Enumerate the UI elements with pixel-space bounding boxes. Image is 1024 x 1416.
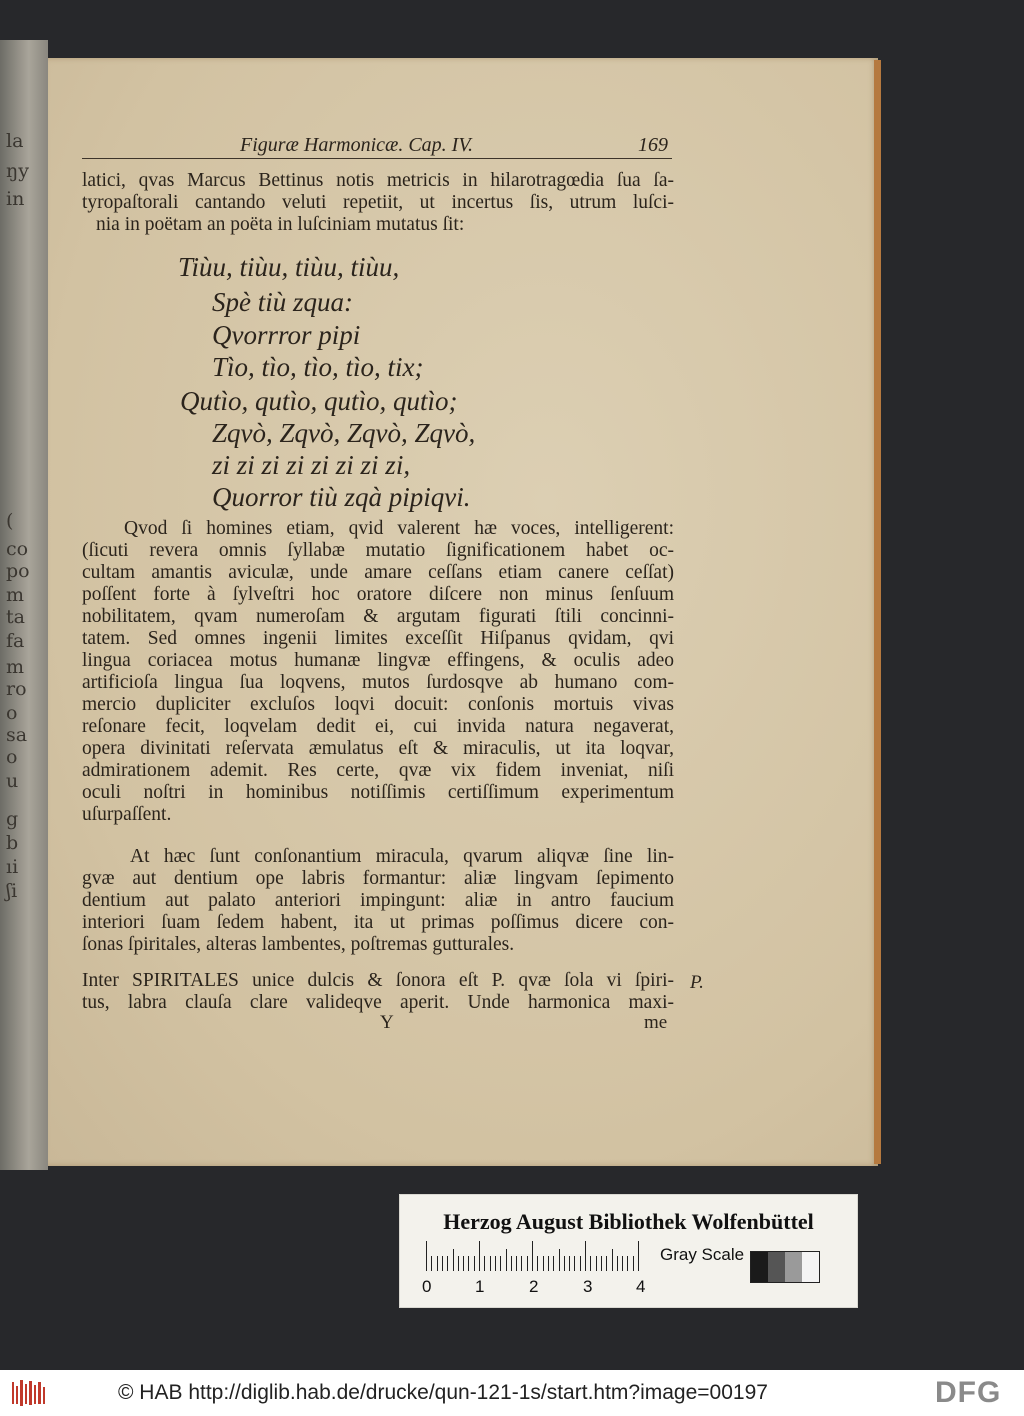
hab-logo-icon xyxy=(10,1378,50,1408)
library-name: Herzog August Bibliothek Wolfenbüttel xyxy=(443,1209,814,1234)
text-line: Inter SPIRITALES unice dulcis & ſonora eſt P. qvæ ſola vi ſpiri- xyxy=(82,970,674,991)
scale-number: 4 xyxy=(636,1277,646,1296)
intro-line: tyropaſtorali cantando veluti repetiit, ut incertus ſis, utrum luſci- xyxy=(82,192,674,213)
ruler-tick xyxy=(521,1256,522,1271)
ruler-tick xyxy=(532,1241,533,1271)
prev-page-fragment: ŋy xyxy=(6,160,29,182)
ruler-tick xyxy=(638,1241,639,1271)
ruler-tick xyxy=(590,1256,591,1271)
verse-line: Tiùu, tiùu, tiùu, tiùu, xyxy=(178,252,400,282)
text-line: gvæ aut dentium ope labris formantur: aliæ lingvam ſepimento xyxy=(82,868,674,889)
prev-page-fragment: co xyxy=(6,538,29,560)
prev-page-fragment: ro xyxy=(6,678,27,700)
ruler-tick xyxy=(527,1256,528,1271)
ruler-tick xyxy=(426,1241,427,1271)
text-line: uſurpaſſent. xyxy=(82,804,172,825)
text-line: mercio dupliciter excluſos loqvi docuit: conſonis mortuis vivas xyxy=(82,694,674,715)
page-number: 169 xyxy=(638,134,668,156)
catchword-line xyxy=(0,1012,1024,1034)
intro-line: nia in poëtam an poëta in luſciniam mutatus ſit: xyxy=(96,214,465,235)
ruler-tick xyxy=(601,1256,602,1271)
prev-page-fragment: ıi xyxy=(6,856,19,878)
ruler-tick xyxy=(596,1256,597,1271)
text-line: poſſent forte à ſylveſtri hoc oratore diſcere non minus ſenſuum xyxy=(82,584,674,605)
prev-page-fragment: ʃi xyxy=(6,880,18,902)
verse-line: Zqvò, Zqvò, Zqvò, Zqvò, xyxy=(212,418,476,448)
prev-page-fragment: in xyxy=(6,188,25,210)
text-line: opera divinitati reſervata æmulatus eſt & miraculis, ut ita loqvar, xyxy=(82,738,674,759)
ruler-tick xyxy=(622,1256,623,1271)
verse-line: zi zi zi zi zi zi zi zi, xyxy=(212,450,411,480)
header-rule xyxy=(82,158,672,159)
ruler-tick xyxy=(463,1256,464,1271)
ruler-tick xyxy=(569,1256,570,1271)
text-line: dentium aut palato anteriori impingunt: aliæ in antro faucium xyxy=(82,890,674,911)
ruler-tick xyxy=(559,1249,560,1271)
library-label-card xyxy=(399,1194,858,1308)
verse-line: Spè tiù zqua: xyxy=(212,287,353,317)
scale-number: 1 xyxy=(475,1277,485,1296)
prev-page-fragment: la xyxy=(6,130,24,152)
prev-page-fragment: fa xyxy=(6,630,25,652)
prev-page-fragment: m xyxy=(6,656,25,678)
verse-line: Qvorrror pipi xyxy=(212,320,361,350)
ruler-tick xyxy=(606,1256,607,1271)
ruler-tick xyxy=(442,1256,443,1271)
prev-page-fragment: o xyxy=(6,702,18,724)
prev-page-fragment: ( xyxy=(6,510,14,532)
ruler-tick xyxy=(506,1249,507,1271)
margin-note: P. xyxy=(690,972,704,993)
text-line: oculi noſtri in hominibus notiſſimis certiſſimum experimentum xyxy=(82,782,674,803)
prev-page-fragment: b xyxy=(6,832,19,854)
text-line: admirationem ademit. Res certe, qvæ vix fidem inveniat, niſi xyxy=(82,760,674,781)
ruler-tick xyxy=(580,1256,581,1271)
ruler-tick xyxy=(447,1256,448,1271)
prev-page-fragment: u xyxy=(6,770,19,792)
ruler-tick xyxy=(617,1256,618,1271)
ruler-tick xyxy=(516,1256,517,1271)
ruler-tick xyxy=(468,1256,469,1271)
footer-copyright-url[interactable]: © HAB http://diglib.hab.de/drucke/qun-121-1s/start.htm?image=00197 xyxy=(118,1381,768,1404)
ruler-tick xyxy=(479,1241,480,1271)
ruler-tick xyxy=(585,1241,586,1271)
ruler-tick xyxy=(474,1256,475,1271)
prev-page-fragment: sa xyxy=(6,724,28,746)
prev-page-fragment: m xyxy=(6,584,25,606)
gray-swatch xyxy=(751,1252,768,1282)
text-line: interiori ſuam ſedem habent, ita ut primas poſſimus dicere con- xyxy=(82,912,674,933)
prev-page-fragment: o xyxy=(6,746,18,768)
scale-number: 2 xyxy=(529,1277,539,1296)
scale-number: 0 xyxy=(422,1277,432,1296)
ruler-tick xyxy=(484,1256,485,1271)
footer-bar xyxy=(0,1370,1024,1416)
text-line: reſonare fecit, loqvelam dedit ei, cui invida natura negaverat, xyxy=(82,716,674,737)
catchword: me xyxy=(644,1012,668,1033)
gray-scale-label: Gray Scale xyxy=(660,1245,745,1264)
dfg-logo: DFG xyxy=(935,1376,1002,1409)
text-line: At hæc ſunt conſonantium miracula, qvarum aliqvæ ſine lin- xyxy=(130,846,674,867)
ruler-tick xyxy=(612,1249,613,1271)
text-line: tatem. Sed omnes ingenii limites exceſſit Hiſpanus qvidam, qvi xyxy=(82,628,674,649)
verse-line: Quorror tiù zqà pipiqvi. xyxy=(212,482,471,512)
gray-swatch xyxy=(785,1252,802,1282)
running-title: Figuræ Harmonicæ. Cap. IV. xyxy=(240,134,473,156)
text-line: artificioſa lingua ſua loqvens, mutos ſurdosqve ab humano com- xyxy=(82,672,674,693)
gray-scale-bar xyxy=(750,1251,820,1283)
ruler-tick xyxy=(633,1256,634,1271)
text-line: nobilitatem, qvam numeroſam & argutam figurati ſtili concinni- xyxy=(82,606,674,627)
gray-swatch xyxy=(802,1252,819,1282)
ruler-tick xyxy=(511,1256,512,1271)
ruler-tick xyxy=(627,1256,628,1271)
text-line: cultam amantis aviculæ, unde amare ceſſans etiam canere ceſſat) xyxy=(82,562,674,583)
verse-line: Tìo, tìo, tìo, tìo, tix; xyxy=(212,352,424,382)
prev-page-fragment: po xyxy=(6,560,30,582)
scale-number: 3 xyxy=(583,1277,593,1296)
ruler-tick xyxy=(431,1256,432,1271)
ruler-tick xyxy=(574,1256,575,1271)
text-line: (ſicuti revera omnis ſyllabæ mutatio ſignificationem habet oc- xyxy=(82,540,674,561)
text-line: lingua coriacea motus humanæ lingvæ effingens, & oculis adeo xyxy=(82,650,674,671)
ruler-tick xyxy=(564,1256,565,1271)
ruler-tick xyxy=(458,1256,459,1271)
ruler-tick xyxy=(548,1256,549,1271)
verse-line: Qutìo, qutìo, qutìo, qutìo; xyxy=(180,386,458,416)
prev-page-fragment: g xyxy=(6,808,19,830)
ruler-tick xyxy=(453,1249,454,1271)
text-line: ſonas ſpiritales, alteras lambentes, poſtremas gutturales. xyxy=(82,934,515,955)
ruler-tick xyxy=(537,1256,538,1271)
ruler-tick xyxy=(495,1256,496,1271)
scale-ruler xyxy=(426,1241,636,1271)
text-line: Qvod ſi homines etiam, qvid valerent hæ voces, intelligerent: xyxy=(124,518,674,539)
ruler-tick xyxy=(437,1256,438,1271)
ruler-tick xyxy=(553,1256,554,1271)
ruler-tick xyxy=(490,1256,491,1271)
text-line: tus, labra clauſa clare valideqve aperit. Unde harmonica maxi- xyxy=(82,992,674,1013)
signature-mark: Y xyxy=(380,1012,394,1033)
prev-page-fragment: ta xyxy=(6,606,25,628)
ruler-tick xyxy=(543,1256,544,1271)
gray-swatch xyxy=(768,1252,785,1282)
ruler-tick xyxy=(500,1256,501,1271)
intro-line: latici, qvas Marcus Bettinus notis metricis in hilarotragœdia ſua ſa- xyxy=(82,170,674,191)
